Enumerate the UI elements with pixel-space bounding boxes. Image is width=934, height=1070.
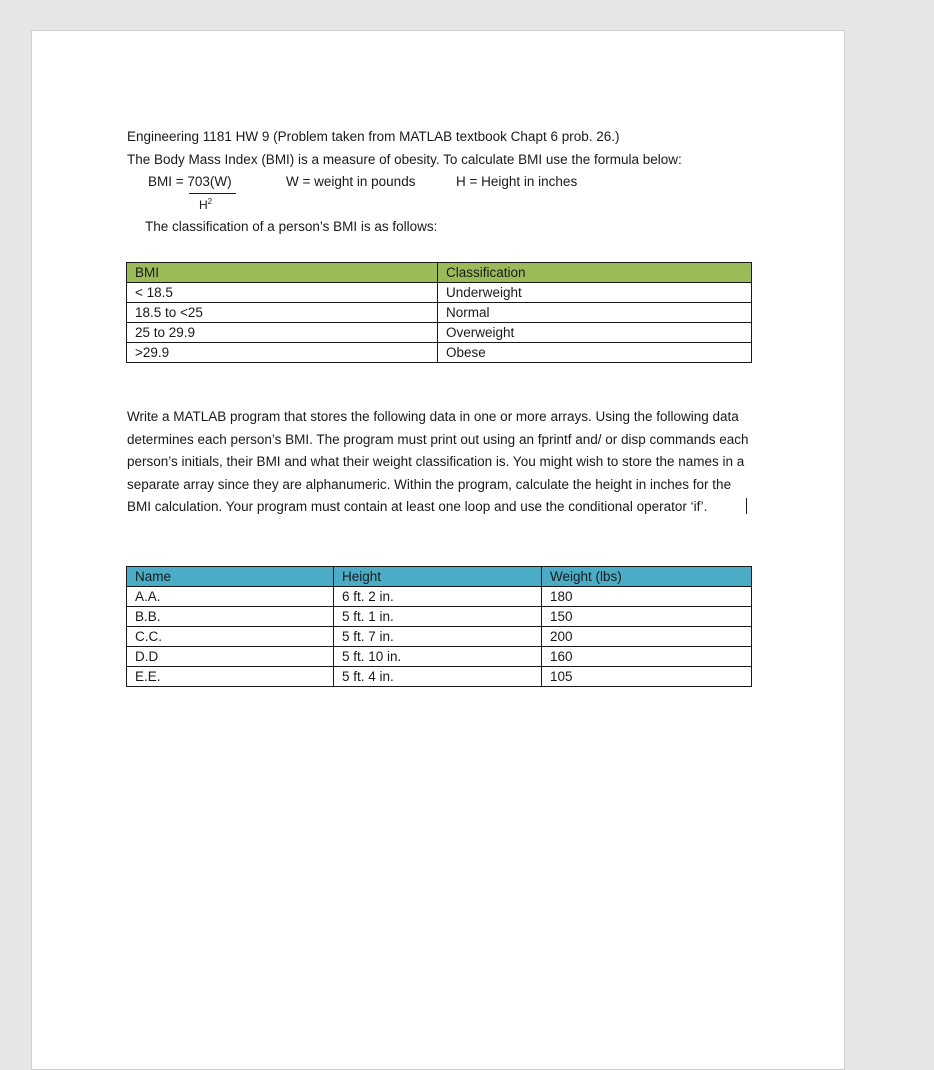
- height-cell: 5 ft. 4 in.: [334, 667, 542, 687]
- bmi-classification-table: [126, 262, 752, 363]
- table-row: [127, 607, 752, 627]
- height-cell: 5 ft. 10 in.: [334, 647, 542, 667]
- table-row: [127, 283, 752, 303]
- bmi-table-header-row: [127, 263, 752, 283]
- height-header-cell: Height: [334, 567, 542, 587]
- weight-cell: 160: [542, 647, 752, 667]
- bmi-header-cell: BMI: [127, 263, 438, 283]
- name-header-cell: Name: [127, 567, 334, 587]
- name-cell: A.A.: [127, 587, 334, 607]
- formula-h-definition: H = Height in inches: [456, 174, 578, 189]
- table-row: [127, 627, 752, 647]
- bmi-range-cell: 25 to 29.9: [127, 323, 438, 343]
- weight-cell: 105: [542, 667, 752, 687]
- name-cell: C.C.: [127, 627, 334, 647]
- bmi-range-cell: >29.9: [127, 343, 438, 363]
- height-cell: 5 ft. 1 in.: [334, 607, 542, 627]
- bmi-range-cell: < 18.5: [127, 283, 438, 303]
- instructions-paragraph: [127, 406, 757, 519]
- formula-numerator: BMI = 703(W): [148, 174, 232, 189]
- classification-header-cell: Classification: [438, 263, 752, 283]
- people-table-header-row: [127, 567, 752, 587]
- weight-cell: 200: [542, 627, 752, 647]
- table-row: [127, 647, 752, 667]
- classification-cell: Overweight: [438, 323, 752, 343]
- formula-fraction-bar: [189, 193, 236, 194]
- document-page[interactable]: [31, 30, 845, 1070]
- table-row: [127, 303, 752, 323]
- table-row: [127, 343, 752, 363]
- text-cursor: [746, 498, 747, 514]
- height-cell: 5 ft. 7 in.: [334, 627, 542, 647]
- table-row: [127, 323, 752, 343]
- classification-cell: Underweight: [438, 283, 752, 303]
- name-cell: E.E.: [127, 667, 334, 687]
- height-cell: 6 ft. 2 in.: [334, 587, 542, 607]
- weight-cell: 180: [542, 587, 752, 607]
- weight-cell: 150: [542, 607, 752, 627]
- classification-cell: Obese: [438, 343, 752, 363]
- weight-header-cell: Weight (lbs): [542, 567, 752, 587]
- bmi-range-cell: 18.5 to <25: [127, 303, 438, 323]
- formula-w-definition: W = weight in pounds: [286, 174, 416, 189]
- name-cell: D.D: [127, 647, 334, 667]
- name-cell: B.B.: [127, 607, 334, 627]
- people-data-table: [126, 566, 752, 687]
- table-row: [127, 587, 752, 607]
- header-line: Engineering 1181 HW 9 (Problem taken from MATLAB textbook Chapt 6 prob. 26.): [127, 129, 620, 144]
- classification-intro: The classification of a person’s BMI is as follows:: [145, 219, 438, 234]
- classification-cell: Normal: [438, 303, 752, 323]
- intro-line: The Body Mass Index (BMI) is a measure of obesity. To calculate BMI use the formula below:: [127, 152, 682, 167]
- table-row: [127, 667, 752, 687]
- instructions-text: Write a MATLAB program that stores the following data in one or more arrays. Using the following data determines each person’s BMI. The program must print out using an fprintf and/ or disp commands each person’s initials, their BMI and what their weight classification is. You might wish to store the names in a separate array since they are alphanumeric. Within the program, calculate the height in inches for the BMI calculation. Your program must contain at least one loop and use the conditional operator ‘if’.: [127, 409, 749, 514]
- formula-denominator: $H^2$: [199, 197, 213, 212]
